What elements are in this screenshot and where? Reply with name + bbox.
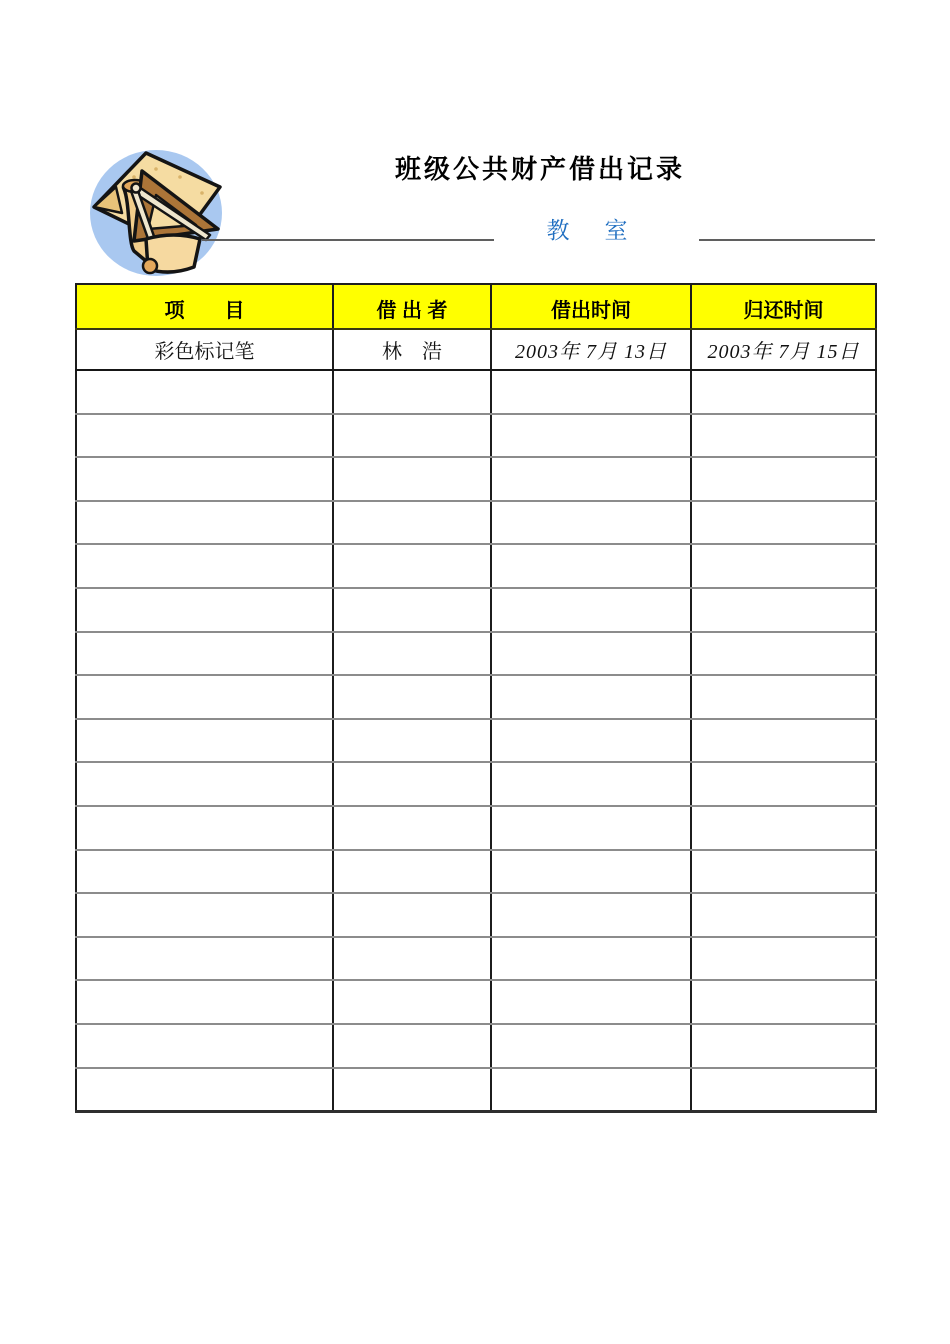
empty-cell[interactable] bbox=[491, 806, 691, 850]
return-time-cell[interactable]: 2003年 7月 15日 bbox=[691, 329, 876, 370]
item-cell[interactable]: 彩色标记笔 bbox=[76, 329, 333, 370]
empty-cell[interactable] bbox=[333, 893, 491, 937]
empty-cell[interactable] bbox=[491, 588, 691, 632]
empty-cell[interactable] bbox=[76, 501, 333, 545]
blank-underline-left bbox=[202, 239, 494, 241]
empty-cell[interactable] bbox=[691, 980, 876, 1024]
table-empty-row bbox=[76, 980, 876, 1024]
empty-cell[interactable] bbox=[491, 937, 691, 981]
empty-cell[interactable] bbox=[491, 762, 691, 806]
page-title: 班级公共财产借出记录 bbox=[394, 154, 685, 184]
empty-cell[interactable] bbox=[491, 1024, 691, 1068]
column-header-borrow-time: 借出时间 bbox=[491, 284, 691, 329]
empty-cell[interactable] bbox=[76, 457, 333, 501]
empty-cell[interactable] bbox=[333, 1068, 491, 1112]
empty-cell[interactable] bbox=[491, 675, 691, 719]
empty-cell[interactable] bbox=[76, 893, 333, 937]
empty-cell[interactable] bbox=[691, 414, 876, 458]
table-empty-row bbox=[76, 632, 876, 676]
empty-cell[interactable] bbox=[491, 501, 691, 545]
empty-cell[interactable] bbox=[491, 632, 691, 676]
column-header-return-time: 归还时间 bbox=[691, 284, 876, 329]
empty-cell[interactable] bbox=[76, 719, 333, 763]
empty-cell[interactable] bbox=[76, 632, 333, 676]
table-empty-row bbox=[76, 1068, 876, 1112]
table-empty-row bbox=[76, 414, 876, 458]
empty-cell[interactable] bbox=[691, 1024, 876, 1068]
empty-cell[interactable] bbox=[491, 980, 691, 1024]
table-header-row bbox=[76, 284, 876, 329]
empty-cell[interactable] bbox=[333, 457, 491, 501]
empty-cell[interactable] bbox=[691, 370, 876, 414]
borrower-cell[interactable]: 林 浩 bbox=[333, 329, 491, 370]
table-empty-row bbox=[76, 937, 876, 981]
empty-cell[interactable] bbox=[333, 675, 491, 719]
empty-cell[interactable] bbox=[691, 544, 876, 588]
table-empty-row bbox=[76, 719, 876, 763]
empty-cell[interactable] bbox=[691, 501, 876, 545]
empty-cell[interactable] bbox=[76, 937, 333, 981]
empty-cell[interactable] bbox=[76, 1024, 333, 1068]
drafting-tools-icon bbox=[86, 143, 232, 279]
empty-cell[interactable] bbox=[491, 414, 691, 458]
empty-cell[interactable] bbox=[491, 893, 691, 937]
column-header-item: 项 目 bbox=[76, 284, 333, 329]
empty-cell[interactable] bbox=[691, 1068, 876, 1112]
empty-cell[interactable] bbox=[691, 632, 876, 676]
empty-cell[interactable] bbox=[76, 806, 333, 850]
empty-cell[interactable] bbox=[491, 719, 691, 763]
empty-cell[interactable] bbox=[333, 806, 491, 850]
empty-cell[interactable] bbox=[691, 850, 876, 894]
empty-cell[interactable] bbox=[491, 544, 691, 588]
table-empty-row bbox=[76, 370, 876, 414]
table-empty-row bbox=[76, 501, 876, 545]
empty-cell[interactable] bbox=[691, 893, 876, 937]
borrow-time-cell[interactable]: 2003年 7月 13日 bbox=[491, 329, 691, 370]
lending-record-table bbox=[75, 283, 877, 1113]
empty-cell[interactable] bbox=[691, 937, 876, 981]
empty-cell[interactable] bbox=[76, 675, 333, 719]
empty-cell[interactable] bbox=[333, 501, 491, 545]
empty-cell[interactable] bbox=[691, 457, 876, 501]
table-empty-row bbox=[76, 588, 876, 632]
empty-rows bbox=[76, 370, 876, 1111]
empty-cell[interactable] bbox=[691, 762, 876, 806]
empty-cell[interactable] bbox=[491, 370, 691, 414]
empty-cell[interactable] bbox=[333, 414, 491, 458]
empty-cell[interactable] bbox=[333, 719, 491, 763]
empty-cell[interactable] bbox=[76, 762, 333, 806]
table-empty-row bbox=[76, 1024, 876, 1068]
empty-cell[interactable] bbox=[76, 544, 333, 588]
table-body bbox=[76, 329, 876, 370]
table-empty-row bbox=[76, 675, 876, 719]
table-empty-row bbox=[76, 544, 876, 588]
table-empty-row bbox=[76, 457, 876, 501]
empty-cell[interactable] bbox=[76, 850, 333, 894]
empty-cell[interactable] bbox=[691, 588, 876, 632]
empty-cell[interactable] bbox=[333, 850, 491, 894]
empty-cell[interactable] bbox=[333, 762, 491, 806]
empty-cell[interactable] bbox=[691, 719, 876, 763]
empty-cell[interactable] bbox=[491, 850, 691, 894]
empty-cell[interactable] bbox=[333, 632, 491, 676]
empty-cell[interactable] bbox=[333, 544, 491, 588]
column-header-borrower: 借 出 者 bbox=[333, 284, 491, 329]
empty-cell[interactable] bbox=[491, 1068, 691, 1112]
blank-underline-right bbox=[699, 239, 875, 241]
empty-cell[interactable] bbox=[333, 980, 491, 1024]
empty-cell[interactable] bbox=[491, 457, 691, 501]
empty-cell[interactable] bbox=[333, 937, 491, 981]
table-empty-row bbox=[76, 893, 876, 937]
empty-cell[interactable] bbox=[76, 980, 333, 1024]
empty-cell[interactable] bbox=[76, 414, 333, 458]
empty-cell[interactable] bbox=[691, 806, 876, 850]
empty-cell[interactable] bbox=[333, 1024, 491, 1068]
empty-cell[interactable] bbox=[76, 1068, 333, 1112]
table-empty-row bbox=[76, 762, 876, 806]
empty-cell[interactable] bbox=[76, 588, 333, 632]
table-empty-row bbox=[76, 850, 876, 894]
empty-cell[interactable] bbox=[333, 588, 491, 632]
table-empty-row bbox=[76, 806, 876, 850]
empty-cell[interactable] bbox=[691, 675, 876, 719]
location-value: 教 室 bbox=[546, 217, 634, 243]
empty-cell[interactable] bbox=[333, 370, 491, 414]
table-row bbox=[76, 329, 876, 370]
empty-cell[interactable] bbox=[76, 370, 333, 414]
